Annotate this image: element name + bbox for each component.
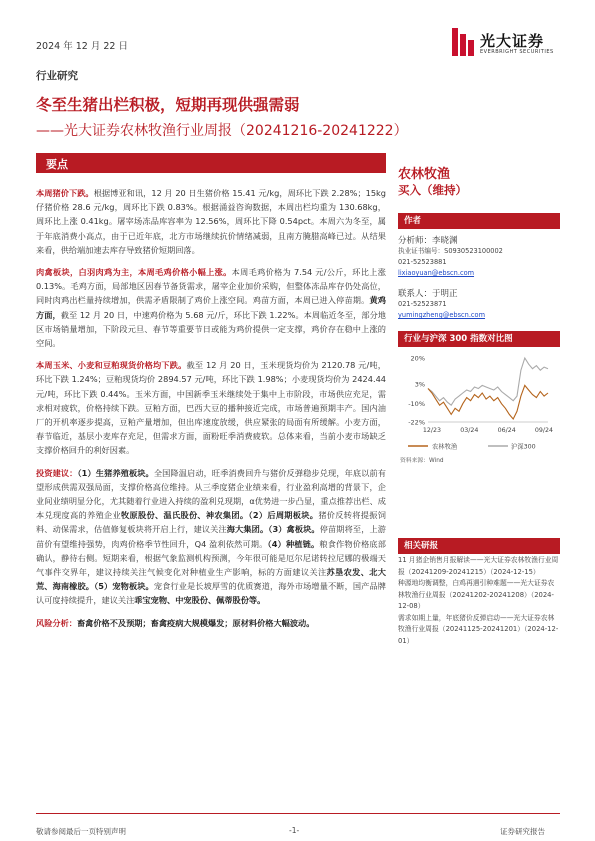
related-report-link[interactable]: 11 月猪企销售月报解读——光大证券农林牧渔行业周报（20241209-20241215）（2024-12-15） — [398, 556, 559, 576]
analyst-cert: 执业证书编号：S0930523100002 — [398, 247, 503, 255]
paragraph-lead: 风险分析： — [36, 617, 77, 628]
author-bar: 作者 — [398, 213, 560, 229]
logo-text-cn: 光大证券 — [480, 32, 545, 50]
paragraph-lead: 本周玉米、小麦和豆粕现货价格均下跌。 — [36, 360, 187, 371]
page-number: -1- — [289, 826, 300, 835]
paragraph-text: 畜禽价格不及预期；畜禽疫病大规模爆发；原材料价格大幅波动。 — [76, 617, 315, 628]
paragraph-risk — [36, 616, 386, 630]
logo-text-en: EVERBRIGHT SECURITIES — [480, 49, 554, 55]
paragraph-text: 截至 12 月 20 日，玉米现货均价为 2120.78 元/吨，环比下跌 1.24%；豆粕现货均价 2894.57 元/吨，环比下跌 1.98%；小麦现货均价为 2424.44 元/吨，环比下跌 0.44%。玉米方面，中国新季玉米继续处于集中上市阶段，市场供应充足，需求相对疲软，价格持续下跌。豆粕方面，巴西大豆的播种接近完成，市场普遍预期丰产。国内油厂的开机率逐步提高，豆粕产量增加，但出库速度放缓，供应紧张的局面有所缓解。小麦方面，春节临近，基层小麦库存充足，但需求方面，面粉旺季消费疲软。总体来看，当前小麦市场缺乏支撑价格回升的利好因素。 — [36, 360, 386, 456]
bold-text: （1）生猪养殖板块。 — [77, 467, 154, 478]
bold-text: （3）禽板块。 — [268, 524, 320, 535]
bold-text: （2）后周期板块。 — [248, 510, 319, 521]
paragraph-text: 粮食作物价格底部确认，静待右侧。短期来看，根据气象监测机构预测，今年很可能是厄尔尼诺转拉尼娜的极端天气事件交界年，建议持续关注气候变化对种植业生产影响，标的方面建议关注 — [36, 538, 386, 578]
sector-name: 农林牧渔 — [398, 167, 451, 182]
report-date: 2024 年 12 月 22 日 — [36, 41, 128, 52]
related-report-link[interactable]: 种源地均衡调整，白鸡再遇引种难题——光大证券农林牧渔行业周报（20241202-20241208）（2024-12-08） — [398, 579, 555, 610]
performance-chart — [398, 350, 560, 480]
analyst-email-link[interactable]: lixiaoyuan@ebscn.com — [398, 269, 475, 277]
bold-text: 苏垦农发、北大荒、海南橡胶。 — [36, 567, 386, 592]
chart-source: 资料来源：Wind — [400, 458, 444, 464]
x-tick-label: 06/24 — [497, 427, 516, 434]
paragraph-grain — [36, 358, 386, 457]
paragraph-lead: 本周猪价下跌。 — [36, 188, 94, 198]
highlights-bar — [36, 153, 386, 173]
summary-body — [36, 186, 386, 638]
y-tick-label: 3% — [414, 380, 425, 389]
legend-label: 沪深300 — [511, 443, 536, 451]
x-tick-label: 12/23 — [422, 427, 442, 434]
related-reports-list — [398, 555, 560, 647]
paragraph-text: 本周毛鸡价格为 7.54 元/公斤，环比上涨 0.13%。毛鸡方面，局部地区因春节备货需求，屠宰企业加价采购，但整体冻品库存仍处高位，同时肉鸡出栏量持续增加，供需矛盾限制了鸡价上涨空间。鸡苗方面，本周已进入停苗期。 — [36, 267, 386, 306]
report-title: 冬至生猪出栏积极，短期再现供强需弱 — [36, 96, 300, 114]
bold-text: 海大集团。 — [226, 524, 269, 535]
footer-divider — [36, 813, 560, 814]
paragraph-text: 根据博亚和讯，12 月 20 日生猪价格 15.41 元/kg，周环比下跌 2.28%；15kg 仔猪价格 28.6 元/kg，周环比下跌 0.83%。根据涌益咨询数据，本周出栏均重为 130.68kg，周环比上涨 0.41kg。屠宰场冻品库容率为 12.56%，周环比下降 0.54pct。本周六为冬至，属于年底消费小高点，由于已近年底，北方市场继续抗价情绪减弱，且南方腌腊高峰已过。从结果来看，供给端加速去库存导致猪价短期回落。 — [36, 188, 386, 255]
y-tick-label: -22% — [408, 418, 425, 427]
paragraph-text: 全国降温启动，旺季消费回升与猪价反弹稳步兑现，年底以前有望形成供需双强局面，支撑价格高位维持。从三季度猪企业绩来看，行业盈利高增的背景下，企业间业绩明显分化，尤其随着行业进入持续的盈利兑现期，α优势进一步凸显，重点推荐出栏、成本兑现度高的养殖企业 — [36, 467, 386, 521]
paragraph-text: 截至 12 月 20 日，中速鸡价格为 5.68 元/斤，环比下跌 1.22%。本周临近冬至，部分地区市场销量增加，下阶段元旦、春节等重要节日或能为鸡价提供一定支撑，鸡价存在稳中上涨的空间。 — [36, 309, 386, 349]
series-line-sector — [428, 385, 548, 419]
bold-text: 牧原股份、温氏股份、神农集团。 — [120, 510, 249, 521]
report-type: 证券研究报告 — [500, 827, 545, 836]
paragraph-pig-price — [36, 186, 386, 257]
paragraph-text: 停苗期将至，上游苗价有望维持强势，肉鸡价格季节性回升，Q4 盈利依然可期。 — [36, 524, 386, 549]
contact-phone: 021-52523871 — [398, 300, 447, 308]
paragraph-lead: 肉禽板块，白羽肉鸡为主，本周毛鸡价格小幅上涨。 — [36, 267, 232, 278]
highlights-label: 要点 — [46, 158, 68, 171]
bold-text: （5）宠物板块。 — [94, 581, 154, 592]
footer-disclaimer: 敬请参阅最后一页特别声明 — [36, 827, 126, 836]
paragraph-lead: 投资建议： — [36, 467, 78, 478]
paragraph-poultry — [36, 265, 386, 350]
bold-text: （4）种植链。 — [267, 538, 320, 549]
paragraph-text: 宠食行业是长坡厚雪的优质赛道，海外市场增量不断，国产品牌认可度持续提升，建议关注 — [36, 581, 386, 606]
related-report-link[interactable]: 需求如期上量，年底猪价反弹启动——光大证券农林牧渔行业周报（20241125-20241201）（2024-12-01） — [398, 613, 559, 645]
contact-block — [398, 287, 560, 321]
logo-mark-icon — [452, 28, 474, 56]
y-tick-label: -10% — [408, 400, 425, 409]
bold-text: 乖宝宠物、中宠股份、佩蒂股份等。 — [134, 595, 266, 606]
paragraph-investment — [36, 466, 386, 608]
rating: 买入（维持） — [398, 183, 467, 197]
legend-label: 农林牧渔 — [432, 443, 458, 451]
x-tick-label: 09/24 — [534, 427, 554, 434]
analyst-name: 分析师：李晓渊 — [398, 236, 458, 246]
paragraph-mid-lead: 黄鸡方面， — [36, 295, 386, 320]
report-category: 行业研究 — [36, 70, 78, 82]
contact-email-link[interactable]: yumingzheng@ebscn.com — [398, 311, 486, 319]
company-logo — [452, 28, 562, 64]
report-subtitle: ——光大证券农林牧渔行业周报（20241216-20241222） — [36, 123, 408, 139]
chart-bar: 行业与沪深 300 指数对比图 — [398, 331, 560, 347]
analyst-block — [398, 234, 560, 279]
related-reports-bar: 相关研报 — [398, 538, 560, 554]
contact-name: 联系人：于明正 — [398, 289, 458, 299]
x-tick-label: 03/24 — [460, 427, 479, 434]
paragraph-text: 猪价反转将提振饲料、动保需求，估值修复板块将开启上行，建议关注 — [36, 510, 386, 535]
analyst-phone: 021-52523881 — [398, 258, 447, 266]
y-tick-label: 20% — [410, 354, 425, 363]
